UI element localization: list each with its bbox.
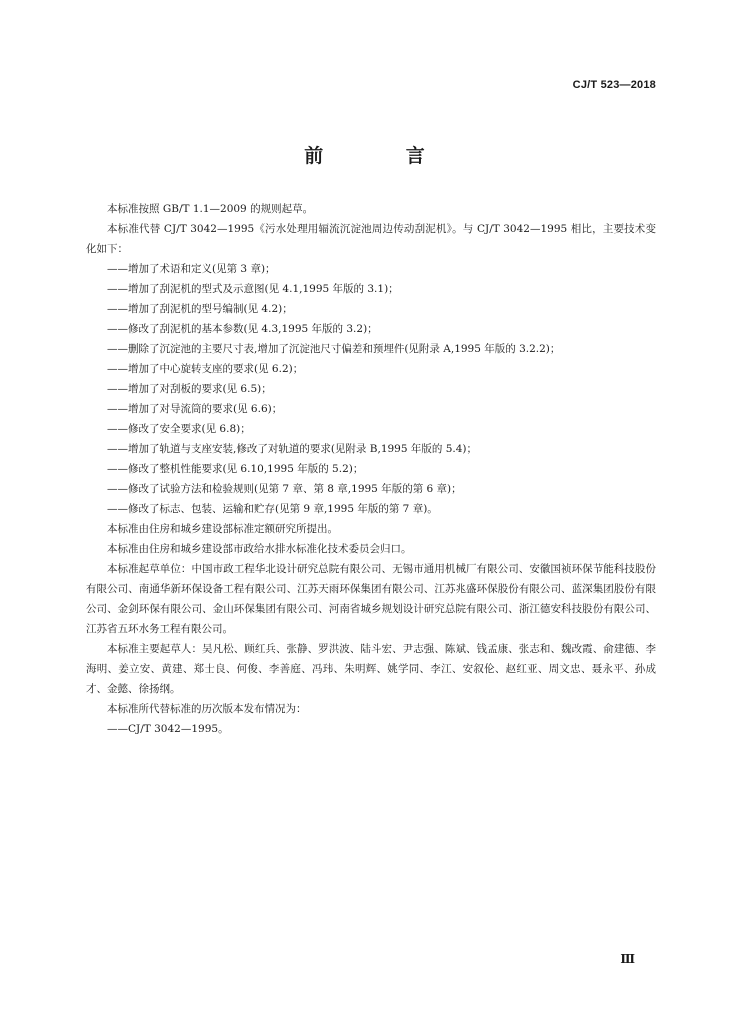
change-item: ——增加了对刮板的要求(见 6.5)； (107, 383, 272, 395)
change-item: ——修改了安全要求(见 6.8)； (107, 423, 251, 435)
intro-paragraph: 本标准代替 CJ/T 3042—1995《污水处理用辐流沉淀池周边传动刮泥机》。与 CJ/T 3042—1995 相比，主要技术变化如下： (86, 223, 656, 255)
change-item: ——增加了刮泥机的型式及示意图(见 4.1,1995 年版的 3.1)； (107, 283, 399, 295)
change-item: ——删除了沉淀池的主要尺寸表,增加了沉淀池尺寸偏差和预埋件(见附录 A,1995 年版的 3.2.2)； (107, 343, 561, 355)
change-item: ——修改了标志、包装、运输和贮存(见第 9 章,1995 年版的第 7 章)。 (107, 503, 438, 515)
change-item: ——增加了对导流筒的要求(见 6.6)； (107, 403, 283, 415)
intro-paragraph: 本标准按照 GB/T 1.1—2009 的规则起草。 (107, 203, 314, 215)
change-item: ——增加了中心旋转支座的要求(见 6.2)； (107, 363, 304, 375)
page-title: 前 言 (304, 145, 463, 167)
change-item: ——修改了试验方法和检验规则(见第 7 章、第 8 章,1995 年版的第 6 章)； (107, 483, 462, 495)
drafters-paragraph: 本标准主要起草人：吴凡松、顾红兵、张静、罗洪波、陆斗宏、尹志强、陈斌、钱孟康、张志和、魏改霞、俞建德、李海明、姜立安、黄建、郑士良、何俊、李善庭、冯玮、朱明辉、姚学同、李江、安叙伦、赵红亚、周文忠、聂永平、孙成才、金懿、徐扬纲。 (86, 643, 656, 695)
standard-code: CJ/T 523—2018 (572, 79, 656, 91)
history-item: ——CJ/T 3042—1995。 (107, 723, 229, 735)
history-intro-paragraph: 本标准所代替标准的历次版本发布情况为： (107, 703, 307, 715)
foreword-body (86, 199, 656, 739)
proposer-paragraph: 本标准由住房和城乡建设部标准定额研究所提出。 (107, 523, 338, 535)
drafting-units-paragraph: 本标准起草单位：中国市政工程华北设计研究总院有限公司、无锡市通用机械厂有限公司、安徽国祯环保节能科技股份有限公司、南通华新环保设备工程有限公司、江苏天雨环保集团有限公司、江苏兆盛环保股份有限公司、蓝深集团股份有限公司、金剑环保有限公司、金山环保集团有限公司、河南省城乡规划设计研究总院有限公司、浙江德安科技股份有限公司、江苏省五环水务工程有限公司。 (86, 563, 656, 635)
change-item: ——修改了刮泥机的基本参数(见 4.3,1995 年版的 3.2)； (107, 323, 378, 335)
committee-paragraph: 本标准由住房和城乡建设部市政给水排水标准化技术委员会归口。 (107, 543, 412, 555)
page-number: Ⅲ (620, 952, 635, 966)
change-item: ——增加了轨道与支座安装,修改了对轨道的要求(见附录 B,1995 年版的 5.4)； (107, 443, 478, 455)
change-item: ——修改了整机性能要求(见 6.10,1995 年版的 5.2)； (107, 463, 364, 475)
change-item: ——增加了术语和定义(见第 3 章)； (107, 263, 276, 275)
change-item: ——增加了刮泥机的型号编制(见 4.2)； (107, 303, 293, 315)
